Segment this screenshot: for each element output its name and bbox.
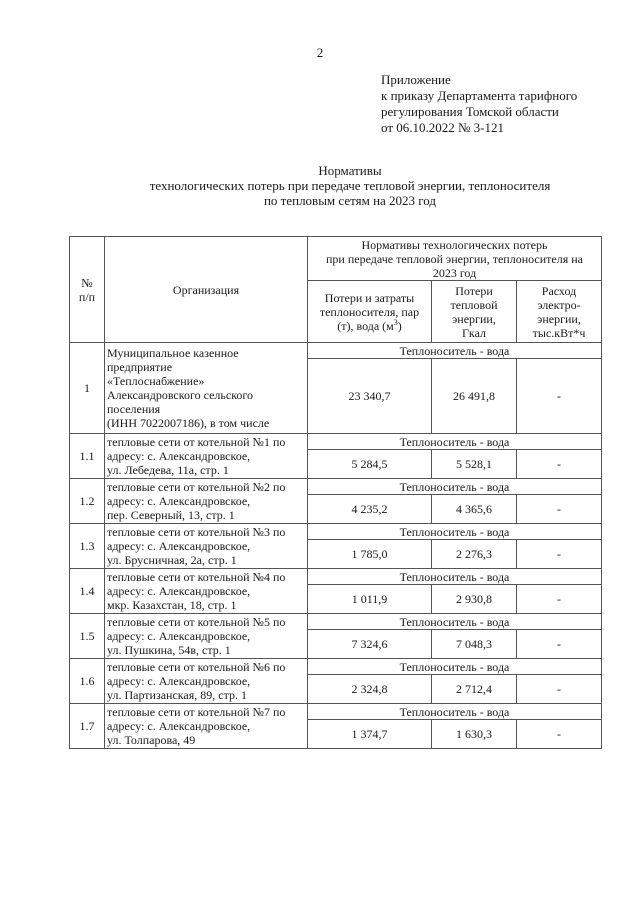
organization-line: адресу: с. Александровское, <box>107 539 251 553</box>
electricity-value: - <box>517 720 602 749</box>
organization-line: «Теплоснабжение» <box>107 374 205 388</box>
header-electricity: Расход электро- энергии, тыс.кВт*ч <box>517 281 602 343</box>
organization-cell <box>105 479 308 524</box>
organization-line: тепловые сети от котельной №6 по <box>107 660 286 674</box>
carrier-cell: Теплоноситель - вода <box>308 614 602 630</box>
losses-value: 5 284,5 <box>308 450 432 479</box>
title-line: технологических потерь при передаче тепловой энергии, теплоносителя <box>149 178 551 193</box>
table-row <box>70 524 602 540</box>
table-row <box>70 659 602 675</box>
title-line: по тепловым сетям на 2023 год <box>263 193 437 208</box>
title-line: Нормативы <box>318 163 382 178</box>
appendix-line: Приложение <box>381 72 451 87</box>
electricity-value: - <box>517 585 602 614</box>
organization-line: поселения <box>107 402 161 416</box>
organization-cell <box>105 614 308 659</box>
carrier-cell: Теплоноситель - вода <box>308 479 602 495</box>
appendix-block <box>381 72 577 136</box>
organization-line: адресу: с. Александровское, <box>107 494 251 508</box>
row-number: 1 <box>70 343 105 434</box>
organization-cell <box>105 524 308 569</box>
row-number: 1.4 <box>70 569 105 614</box>
heat-value: 2 930,8 <box>432 585 517 614</box>
document-title <box>70 163 630 208</box>
losses-value: 23 340,7 <box>308 359 432 434</box>
organization-cell <box>105 659 308 704</box>
table-header-row <box>70 237 602 281</box>
electricity-value: - <box>517 630 602 659</box>
heat-value: 1 630,3 <box>432 720 517 749</box>
organization-line: мкр. Казахстан, 18, стр. 1 <box>107 598 237 612</box>
heat-value: 5 528,1 <box>432 450 517 479</box>
electricity-value: - <box>517 495 602 524</box>
table-row <box>70 479 602 495</box>
table-body <box>70 343 602 749</box>
electricity-value: - <box>517 359 602 434</box>
organization-line: адресу: с. Александровское, <box>107 719 251 733</box>
organization-cell <box>105 569 308 614</box>
norms-table <box>69 236 602 749</box>
carrier-cell: Теплоноситель - вода <box>308 569 602 585</box>
organization-line: тепловые сети от котельной №4 по <box>107 570 286 584</box>
appendix-line: к приказу Департамента тарифного <box>381 88 578 103</box>
row-number: 1.6 <box>70 659 105 704</box>
heat-value: 2 276,3 <box>432 540 517 569</box>
organization-line: адресу: с. Александровское, <box>107 584 251 598</box>
organization-line: предприятие <box>107 360 173 374</box>
header-organization: Организация <box>105 237 308 343</box>
organization-line: ул. Толпарова, 49 <box>107 733 196 747</box>
row-number: 1.7 <box>70 704 105 749</box>
row-number: 1.5 <box>70 614 105 659</box>
losses-value: 1 011,9 <box>308 585 432 614</box>
carrier-cell: Теплоноситель - вода <box>308 704 602 720</box>
organization-line: (ИНН 7022007186), в том числе <box>107 416 270 430</box>
organization-cell <box>105 343 308 434</box>
carrier-cell: Теплоноситель - вода <box>308 524 602 540</box>
organization-line: тепловые сети от котельной №3 по <box>107 525 286 539</box>
organization-line: адресу: с. Александровское, <box>107 449 251 463</box>
carrier-cell: Теплоноситель - вода <box>308 659 602 675</box>
heat-value: 26 491,8 <box>432 359 517 434</box>
heat-value: 4 365,6 <box>432 495 517 524</box>
organization-line: адресу: с. Александровское, <box>107 629 251 643</box>
organization-line: тепловые сети от котельной №2 по <box>107 480 286 494</box>
losses-value: 1 374,7 <box>308 720 432 749</box>
table-row <box>70 434 602 450</box>
carrier-cell: Теплоноситель - вода <box>308 343 602 359</box>
electricity-value: - <box>517 450 602 479</box>
header-norms-group: Нормативы технологических потерь при передаче тепловой энергии, теплоносителя на 2023 год <box>308 237 602 281</box>
row-number: 1.3 <box>70 524 105 569</box>
electricity-value: - <box>517 675 602 704</box>
table-row <box>70 343 602 359</box>
row-number: 1.2 <box>70 479 105 524</box>
heat-value: 7 048,3 <box>432 630 517 659</box>
organization-line: ул. Партизанская, 89, стр. 1 <box>107 688 247 702</box>
header-losses: Потери и затраты теплоносителя, пар (т), вода $(м^3)$ <box>308 281 432 343</box>
header-number: № п/п <box>70 237 105 343</box>
appendix-line: от 06.10.2022 № 3-121 <box>381 120 504 135</box>
organization-line: Александровского сельского <box>107 388 254 402</box>
losses-value: 7 324,6 <box>308 630 432 659</box>
organization-line: адресу: с. Александровское, <box>107 674 251 688</box>
organization-line: пер. Северный, 13, стр. 1 <box>107 508 235 522</box>
organization-line: тепловые сети от котельной №7 по <box>107 705 286 719</box>
organization-line: Муниципальное казенное <box>107 346 239 360</box>
header-heat: Потери тепловой энергии, Гкал <box>432 281 517 343</box>
losses-value: 1 785,0 <box>308 540 432 569</box>
organization-line: тепловые сети от котельной №1 по <box>107 435 286 449</box>
table-row <box>70 704 602 720</box>
organization-line: ул. Брусничная, 2а, стр. 1 <box>107 553 237 567</box>
organization-line: тепловые сети от котельной №5 по <box>107 615 286 629</box>
carrier-cell: Теплоноситель - вода <box>308 434 602 450</box>
table-row <box>70 569 602 585</box>
page-number: 2 <box>316 45 324 60</box>
organization-line: ул. Лебедева, 11а, стр. 1 <box>107 463 229 477</box>
heat-value: 2 712,4 <box>432 675 517 704</box>
losses-value: 2 324,8 <box>308 675 432 704</box>
losses-value: 4 235,2 <box>308 495 432 524</box>
organization-line: ул. Пушкина, 54в, стр. 1 <box>107 643 231 657</box>
electricity-value: - <box>517 540 602 569</box>
appendix-line: регулирования Томской области <box>381 104 559 119</box>
organization-cell <box>105 434 308 479</box>
table-row <box>70 614 602 630</box>
organization-cell <box>105 704 308 749</box>
row-number: 1.1 <box>70 434 105 479</box>
